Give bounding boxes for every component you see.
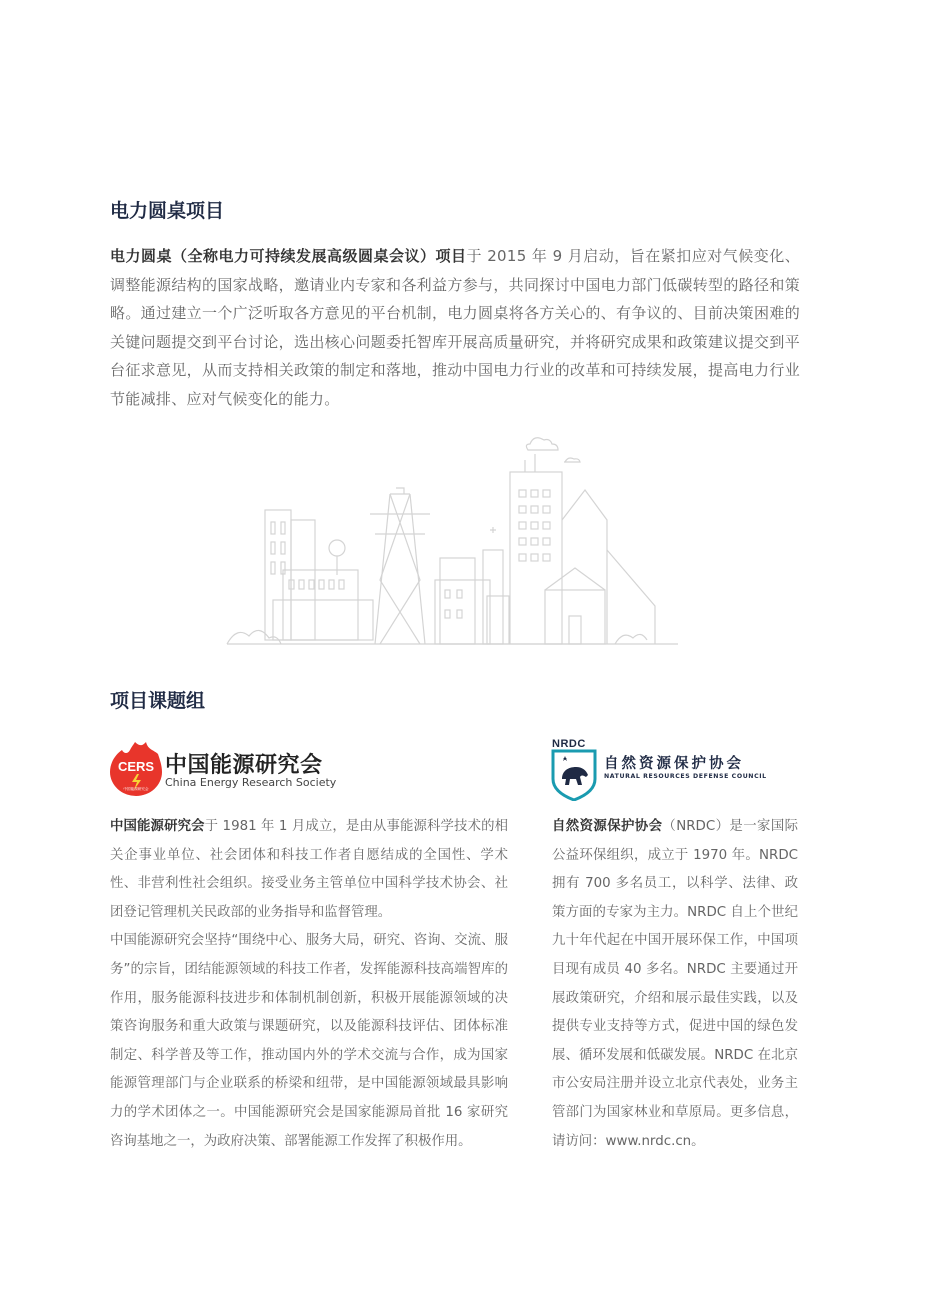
intro-bold: 电力圆桌（全称电力可持续发展高级圆桌会议）项目 (110, 247, 467, 265)
nrdc-description (552, 813, 798, 1156)
section-title: 电力圆桌项目 (110, 200, 225, 222)
cers-name: 中国能源研究会 (165, 753, 323, 778)
intro-text: 于 2015 年 9 月启动，旨在紧扣应对气候变化、调整能源结构的国家战略，邀请业内专家和各利益方参与，共同探讨中国电力部门低碳转型的路径和策略。通过建立一个广泛听取各方意见的平台机制，电力圆桌将各方关心的、有争议的、目前决策困难的关键问题提交到平台讨论，选出核心问题委托智库开展高质量研究，并将研究成果和政策建议提交到平台征求意见，从而支持相关政策的制定和落地，推动中国电力行业的改革和可持续发展，提高电力行业节能减排、应对气候变化的能力。 (110, 247, 800, 408)
cers-name-en: China Energy Research Society (165, 776, 337, 789)
cers-logo-text: CERS (117, 759, 155, 774)
team-title: 项目课题组 (110, 690, 206, 712)
project-intro (110, 242, 800, 413)
nrdc-bold-name: 自然资源保护协会 (552, 819, 663, 834)
nrdc-name: 自然资源保护协会 (604, 756, 744, 772)
city-power-illustration (225, 430, 680, 650)
cers-p1-text: 于 1981 年 1 月成立，是由从事能源科学技术的相关企事业单位、社会团体和科技工作者自愿结成的全国性、学术性、非营利性社会组织。接受业务主管单位中国科学技术协会、社团登记管理机关民政部的业务指导和监督管理。 (110, 819, 509, 920)
cers-paragraph-2: 中国能源研究会坚持“围绕中心、服务大局，研究、咨询、交流、服务”的宗旨，团结能源领域的科技工作者，发挥能源科技高端智库的作用，服务能源科技进步和体制机制创新，积极开展能源领域的决策咨询服务和重大政策与课题研究，以及能源科技评估、团体标准制定、科学普及等工作，推动国内外的学术交流与合作，成为国家能源管理部门与企业联系的桥梁和纽带，是中国能源领域最具影响力的学术团体之一。中国能源研究会是国家能源局首批 16 家研究咨询基地之一，为政府决策、部署能源工作发挥了积极作用。 (110, 933, 508, 1149)
nrdc-p1-text: （NRDC）是一家国际公益环保组织，成立于 1970 年。NRDC 拥有 700 多名员工，以科学、法律、政策方面的专家为主力。NRDC 自上个世纪九十年代起在中国开展环保工作，中国项目现有成员 40 多名。NRDC 主要通过开展政策研究，介绍和展示最佳实践，以及提供专业支持等方式，促进中国的绿色发展、循环发展和低碳发展。NRDC 在北京市公安局注册并设立北京代表处，业务主管部门为国家林业和草原局。更多信息，请访问：www.nrdc.cn。 (552, 819, 799, 1149)
cers-description (110, 813, 508, 1156)
nrdc-logo-abbr: NRDC (552, 738, 586, 750)
nrdc-paragraph-1 (552, 813, 798, 1156)
cers-bold-name: 中国能源研究会 (110, 819, 205, 834)
nrdc-name-en: NATURAL RESOURCES DEFENSE COUNCIL (604, 773, 767, 780)
cers-paragraph-1 (110, 813, 508, 927)
cers-logo-small: 中国能源研究会 (123, 787, 149, 791)
